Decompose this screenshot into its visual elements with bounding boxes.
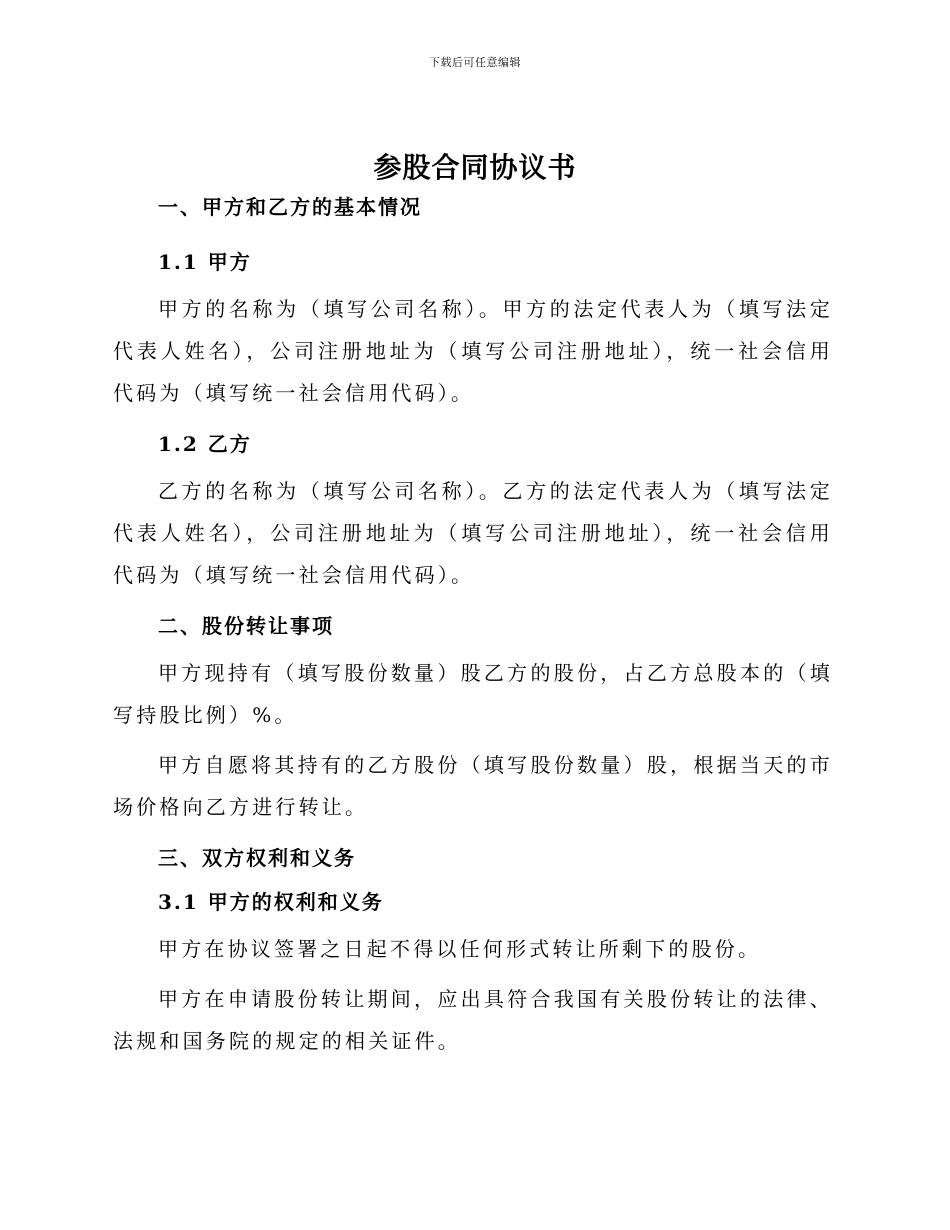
section-2-paragraph-2: 甲方自愿将其持有的乙方股份（填写股份数量）股，根据当天的市场价格向乙方进行转让。: [113, 753, 833, 819]
section-3-1-heading: 3.1 甲方的权利和义务: [158, 890, 384, 914]
section-2-heading: 二、股份转让事项: [158, 614, 334, 638]
section-1-heading: 一、甲方和乙方的基本情况: [158, 195, 422, 219]
section-3-1-paragraph-2: 甲方在申请股份转让期间，应出具符合我国有关股份转让的法律、法规和国务院的规定的相关证件。: [113, 987, 833, 1053]
section-1-2-heading: 1.2 乙方: [158, 432, 252, 456]
section-1-2-paragraph: 乙方的名称为（填写公司名称）。乙方的法定代表人为（填写法定代表人姓名），公司注册地址为（填写公司注册地址），统一社会信用代码为（填写统一社会信用代码）。: [113, 479, 833, 587]
section-3-heading: 三、双方权利和义务: [158, 846, 356, 870]
document-title: 参股合同协议书: [373, 151, 577, 184]
section-1-1-heading: 1.1 甲方: [158, 250, 252, 274]
document-body: [113, 190, 833, 1070]
section-3-1-paragraph-1: 甲方在协议签署之日起不得以任何形式转让所剩下的股份。: [158, 937, 762, 961]
section-2-paragraph-1: 甲方现持有（填写股份数量）股乙方的股份，占乙方总股本的（填写持股比例）%。: [113, 661, 833, 727]
section-1-1-paragraph: 甲方的名称为（填写公司名称）。甲方的法定代表人为（填写法定代表人姓名），公司注册地址为（填写公司注册地址），统一社会信用代码为（填写统一社会信用代码）。: [113, 297, 833, 405]
header-note: 下载后可任意编辑: [429, 56, 521, 69]
